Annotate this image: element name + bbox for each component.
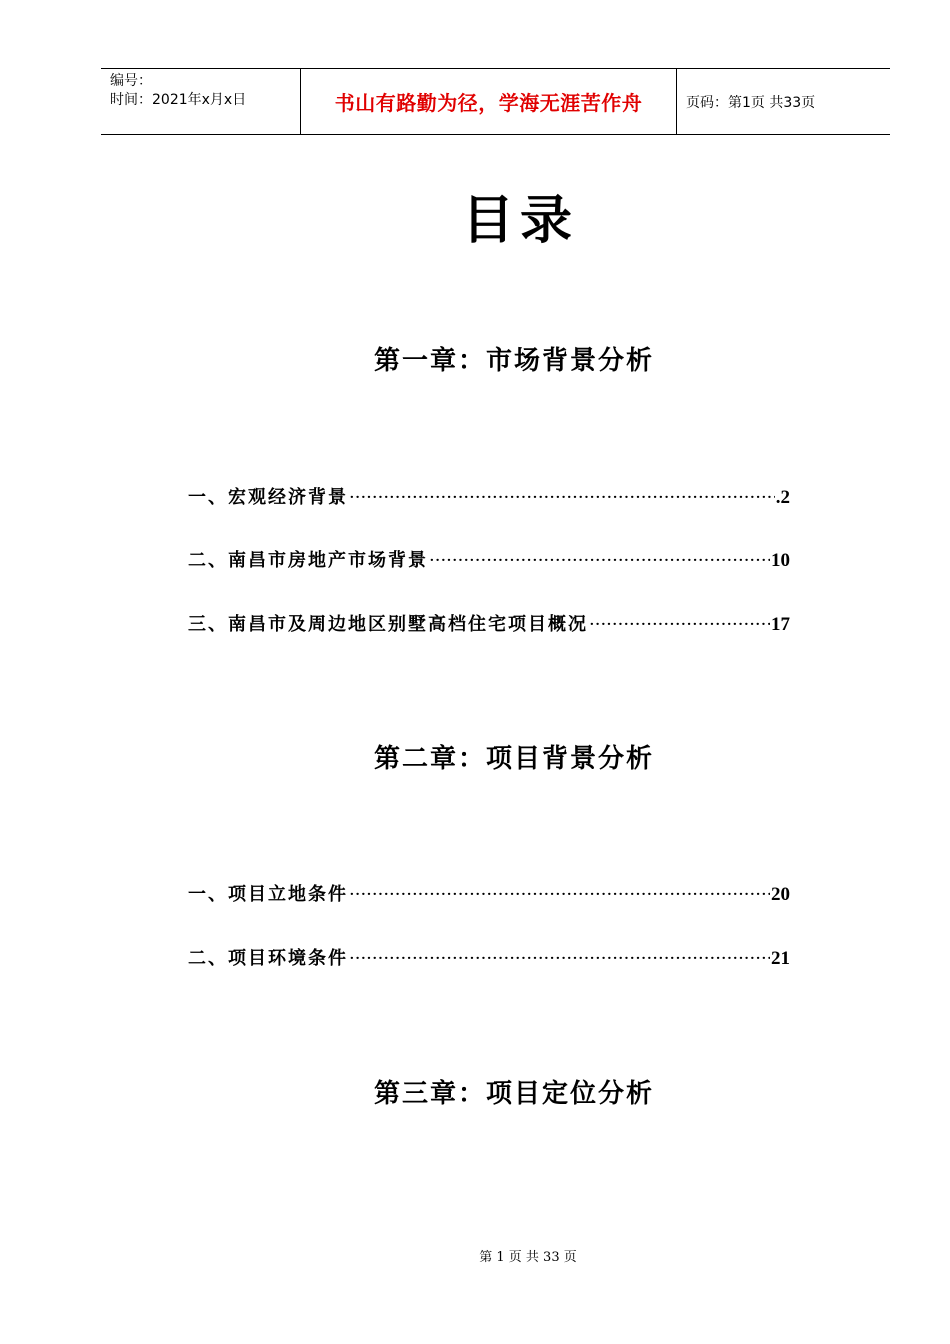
toc-item-number: 二、 (188, 948, 228, 969)
header-motto-cell (301, 69, 677, 134)
toc-item-number: 一、 (188, 487, 228, 508)
page-header (101, 68, 890, 135)
toc-item-text: 项目立地条件 (228, 884, 348, 905)
chapter-heading-3: 第三章：项目定位分析 (374, 1079, 655, 1109)
toc-item[interactable] (188, 546, 790, 572)
toc-item-page: 17 (771, 614, 790, 635)
chapter-heading-2: 第二章：项目背景分析 (374, 744, 655, 774)
toc-item-page: 10 (771, 550, 790, 571)
toc-item-number: 二、 (188, 550, 228, 571)
toc-leader-dots (349, 487, 775, 508)
page-code: 页码：第1页 共33页 (686, 94, 816, 111)
toc-item-number: 三、 (188, 614, 228, 635)
header-left-cell (101, 69, 301, 134)
toc-item-text: 南昌市及周边地区别墅高档住宅项目概况 (228, 614, 588, 635)
toc-leader-dots (589, 614, 770, 635)
page-footer: 第 1 页 共 33 页 (479, 1250, 577, 1265)
toc-item-page: .2 (775, 487, 790, 508)
toc-item-text: 宏观经济背景 (228, 487, 348, 508)
toc-item[interactable] (188, 483, 790, 509)
toc-leader-dots (349, 948, 770, 969)
number-label: 编号： (110, 73, 152, 89)
toc-item-text: 南昌市房地产市场背景 (228, 550, 428, 571)
toc-item-page: 21 (771, 948, 790, 969)
toc-leader-dots (349, 884, 770, 905)
time-label: 时间：2021年x月x日 (110, 92, 247, 108)
toc-item[interactable] (188, 610, 790, 636)
chapter-heading-1: 第一章：市场背景分析 (374, 346, 655, 376)
toc-item[interactable] (188, 944, 790, 970)
header-page-cell (677, 69, 890, 134)
toc-item-page: 20 (771, 884, 790, 905)
toc-item-text: 项目环境条件 (228, 948, 348, 969)
toc-item-number: 一、 (188, 884, 228, 905)
toc-item[interactable] (188, 880, 790, 906)
motto: 书山有路勤为径，学海无涯苦作舟 (334, 91, 643, 115)
toc-leader-dots (429, 550, 770, 571)
page-title: 目录 (461, 190, 578, 251)
